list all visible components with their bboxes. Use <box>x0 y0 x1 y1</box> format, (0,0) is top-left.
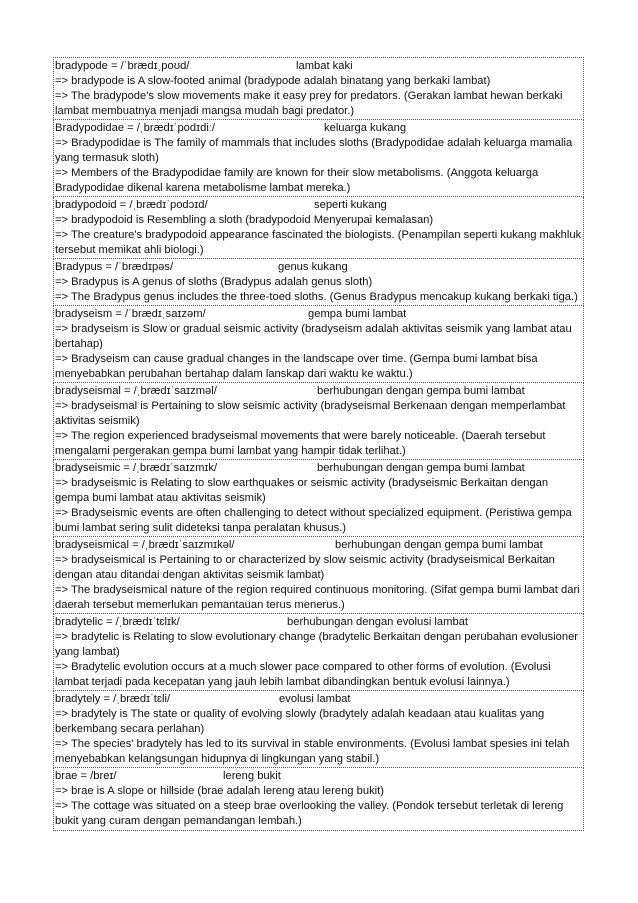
entry-translation: berhubungan dengan evolusi lambat <box>287 616 469 628</box>
glossary-page <box>53 57 584 831</box>
entry-term: bradytely = /ˌbrædɪˈtɛli/ <box>55 693 171 705</box>
entry-translation: evolusi lambat <box>279 693 351 705</box>
entry-term: brae = /breɪ/ <box>55 770 117 782</box>
entry-term: bradypodoid = /ˌbrædɪˈpodɔɪd/ <box>55 199 208 211</box>
entry-term: Bradypodidae = /ˌbrædɪˈpodɪdiː/ <box>55 122 216 134</box>
entry-term: bradyseism = /ˈbrædɪˌsaɪzəm/ <box>55 308 206 320</box>
entry-translation: gempa bumi lambat <box>308 308 407 320</box>
entry-definition: => bradyseism is Slow or gradual seismic activity (bradyseism adalah aktivitas seismik yang lambat atau bertahap) <box>55 323 572 350</box>
entry-definition: => bradyseismal is Pertaining to slow seismic activity (bradyseismal Berkenaan dengan memperlambat aktivitas seismik) <box>55 400 566 427</box>
entry-example: => Bradytelic evolution occurs at a much slower pace compared to other forms of evolution. (Evolusi lambat terjadi pada kecepatan yang jauh lebih lambat dibandingkan bentuk evolusi lainnya.) <box>55 661 551 688</box>
entry-term: bradyseismic = /ˌbrædɪˈsaɪzmɪk/ <box>55 462 218 474</box>
entry-definition: => Bradypodidae is The family of mammals that includes sloths (Bradypodidae adalah keluarga mamalia yang termasuk sloth) <box>55 137 573 164</box>
entry-definition: => bradytelic is Relating to slow evolutionary change (bradytelic Berkaitan dengan perubahan evolusioner yang lambat) <box>55 631 579 658</box>
entry-example: => The bradyseismical nature of the region required continuous monitoring. (Sifat gempa bumi lambat dari daerah tersebut memerlukan pemantauan terus menerus.) <box>55 584 580 611</box>
entry-translation: genus kukang <box>278 261 348 273</box>
entry-term: bradyseismal = /ˌbrædɪˈsaɪzməl/ <box>55 385 217 397</box>
entry-brae <box>53 768 584 831</box>
entry-bradytely <box>53 691 584 768</box>
entry-example: => The Bradypus genus includes the three-toed sloths. (Genus Bradypus mencakup kukang berkaki tiga.) <box>55 291 578 303</box>
entry-example: => Bradyseism can cause gradual changes in the landscape over time. (Gempa bumi lambat bisa menyebabkan perubahan bertahap dalam lanskap dari waktu ke waktu.) <box>55 353 538 380</box>
entry-example: => The creature's bradypodoid appearance fascinated the biologists. (Penampilan seperti kukang makhluk tersebut memikat ahli biologi.) <box>55 229 582 256</box>
entry-example: => Members of the Bradypodidae family are known for their slow metabolisms. (Anggota keluarga Bradypodidae dikenal karena metabolisme lambat mereka.) <box>55 167 539 194</box>
entry-bradyseismical <box>53 537 584 614</box>
entry-bradyseismic <box>53 460 584 537</box>
entry-bradyseism <box>53 306 584 383</box>
entry-translation: keluarga kukang <box>324 122 407 134</box>
entry-translation: seperti kukang <box>314 199 387 211</box>
entry-bradypodoid <box>53 197 584 259</box>
entry-example: => Bradyseismic events are often challenging to detect without specialized equipment. (Peristiwa gempa bumi lambat sering sulit dideteksi tanpa peralatan khusus.) <box>55 507 572 534</box>
entry-translation: lambat kaki <box>296 60 353 72</box>
entry-bradyseismal <box>53 383 584 460</box>
entry-translation: berhubungan dengan gempa bumi lambat <box>335 539 543 551</box>
entry-translation: berhubungan dengan gempa bumi lambat <box>317 462 525 474</box>
entry-definition: => brae is A slope or hillside (brae adalah lereng atau lereng bukit) <box>55 785 384 797</box>
entry-term: Bradypus = /ˈbrædɪpəs/ <box>55 261 174 273</box>
entry-bradytelic <box>53 614 584 691</box>
entry-example: => The cottage was situated on a steep brae overlooking the valley. (Pondok tersebut terletak di lereng bukit yang curam dengan pemandangan lembah.) <box>55 800 564 827</box>
entry-definition: => bradypode is A slow-footed animal (bradypode adalah binatang yang berkaki lambat) <box>55 75 491 87</box>
entry-example: => The species' bradytely has led to its survival in stable environments. (Evolusi lambat spesies ini telah menyebabkan kelangsungan hidupnya di lingkungan yang stabil.) <box>55 738 570 765</box>
entry-bradypode <box>53 57 584 120</box>
entry-definition: => bradyseismic is Relating to slow earthquakes or seismic activity (bradyseismic Berkaitan dengan gempa bumi lambat atau aktivitas seismik) <box>55 477 549 504</box>
entry-bradypodidae <box>53 120 584 197</box>
entry-bradypus <box>53 259 584 306</box>
entry-example: => The bradypode's slow movements make it easy prey for predators. (Gerakan lambat hewan berkaki lambat membuatnya menjadi mangsa mudah bagi predator.) <box>55 90 563 117</box>
entry-term: bradyseismical = /ˌbrædɪˈsaɪzmɪkəl/ <box>55 539 235 551</box>
entry-definition: => bradyseismical is Pertaining to or characterized by slow seismic activity (bradyseismical Berkaitan dengan atau ditandai dengan aktivitas seismik lambat) <box>55 554 555 581</box>
entry-translation: berhubungan dengan gempa bumi lambat <box>317 385 525 397</box>
entry-term: bradypode = /ˈbrædɪˌpoʊd/ <box>55 60 190 72</box>
entry-definition: => bradytely is The state or quality of evolving slowly (bradytely adalah keadaan atau kualitas yang berkembang secara perlahan) <box>55 708 545 735</box>
entry-definition: => bradypodoid is Resembling a sloth (bradypodoid Menyerupai kemalasan) <box>55 214 434 226</box>
entry-definition: => Bradypus is A genus of sloths (Bradypus adalah genus sloth) <box>55 276 373 288</box>
entry-term: bradytelic = /ˌbrædɪˈtɛlɪk/ <box>55 616 180 628</box>
entry-example: => The region experienced bradyseismal movements that were barely noticeable. (Daerah tersebut mengalami pergerakan gempa bumi lambat yang hampir tidak terlihat.) <box>55 430 546 457</box>
entry-translation: lereng bukit <box>223 770 281 782</box>
